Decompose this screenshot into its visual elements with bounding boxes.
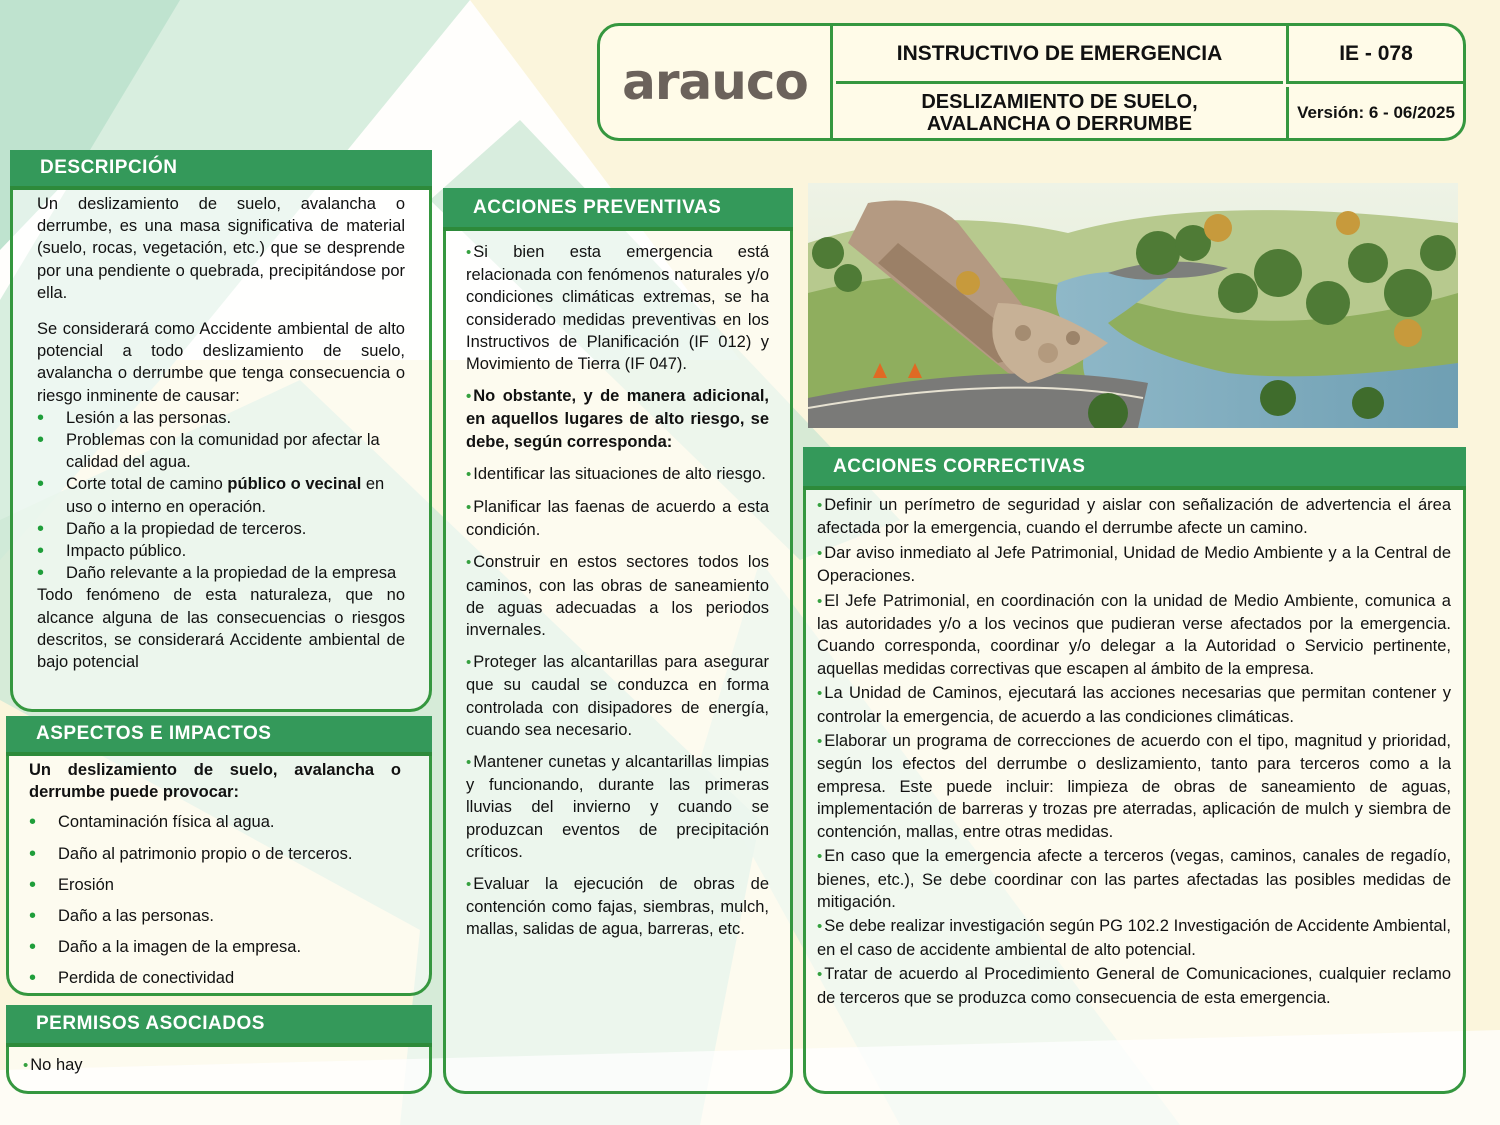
document-type: INSTRUCTIVO DE EMERGENCIA [836,26,1283,84]
document-version: Versión: 6 - 06/2025 [1286,87,1463,138]
permisos-title: PERMISOS ASOCIADOS [6,1005,432,1047]
descripcion-paragraph: Un deslizamiento de suelo, avalancha o derrumbe, es una masa significativa de material (suelo, rocas, vegetación, etc.) que se desprende por una pendiente o quebrada, precipitándose por ella. [37,195,405,302]
list-item: • Problemas con la comunidad por afectar la calidad del agua. [37,429,405,473]
aspectos-panel [6,716,432,996]
descripcion-paragraph: Se considerará como Accidente ambiental de alto potencial a todo deslizamiento de suelo, avalancha o derrumbe que tenga consecuencia o riesgo inminente de causar: [37,320,405,405]
preventivas-item: • Proteger las alcantarillas para asegurar que su caudal se conduzca en forma controlada con disipadores de energía, cuando sea necesario. [466,653,769,739]
preventivas-item: • Planificar las faenas de acuerdo a esta condición. [466,498,769,540]
descripcion-title: DESCRIPCIÓN [10,150,432,190]
landslide-illustration [808,183,1458,428]
document-title-line1: DESLIZAMIENTO DE SUELO, [921,90,1198,113]
correctivas-item: • Dar aviso inmediato al Jefe Patrimonial, Unidad de Medio Ambiente y a la Central de Operaciones. [817,543,1451,586]
document-title [836,87,1283,138]
correctivas-item: • Se debe realizar investigación según PG 102.2 Investigación de Accidente Ambiental, en el caso de accidente ambiental de alto potencial. [817,917,1451,959]
arauco-logo: arauco [622,53,808,111]
correctivas-panel [803,447,1466,1094]
list-item: • Impacto público. [37,540,405,562]
list-item: • Contaminación física al agua. [29,811,401,833]
aspectos-intro: Un deslizamiento de suelo, avalancha o derrumbe puede provocar: [29,761,401,802]
permisos-body [9,1054,429,1077]
preventivas-item: • Construir en estos sectores todos los caminos, con las obras de saneamiento de aguas adecuadas a los periodos invernales. [466,553,769,640]
descripcion-list [37,407,405,585]
preventivas-item: • Mantener cunetas y alcantarillas limpias y funcionando, durante las primeras lluvias del invierno y cuando se produzcan eventos de precipitación críticos. [466,753,769,861]
preventivas-item: • No obstante, y de manera adicional, en aquellos lugares de alto riesgo, se debe, según corresponda: [466,387,769,451]
list-item: • Corte total de camino público o vecinal en uso o interno en operación. [37,473,405,517]
list-item: • Daño a la imagen de la empresa. [29,936,401,958]
list-item: • Lesión a las personas. [37,407,405,429]
list-item: • Daño al patrimonio propio o de terceros. [29,843,401,865]
correctivas-item: • La Unidad de Caminos, ejecutará las acciones necesarias que permitan contener y controlar la emergencia, de acuerdo a las condiciones climáticas. [817,684,1451,726]
correctivas-item: • Definir un perímetro de seguridad y aislar con señalización de advertencia el área afectada por la emergencia, cuando el derrumbe afecte un camino. [817,496,1451,538]
correctivas-item: • Tratar de acuerdo al Procedimiento General de Comunicaciones, cualquier reclamo de terceros que se produzca como consecuencia de esta emergencia. [817,965,1451,1007]
descripcion-paragraph: Todo fenómeno de esta naturaleza, que no alcance alguna de las consecuencias o riesgos descritos, se considerará Accidente ambiental de bajo potencial [37,586,405,672]
logo-cell [600,26,833,138]
document-header [597,23,1466,141]
correctivas-title: ACCIONES CORRECTIVAS [803,447,1466,490]
correctivas-item: • El Jefe Patrimonial, en coordinación con la unidad de Medio Ambiente, comunica a las autoridades y/o a los vecinos que pudieran verse afectados por la emergencia. Cuando corresponda, coordinar y/o delegar a la Autoridad o Servicio pertinente, aquellas medidas correctivas que escapen al ámbito de la empresa. [817,591,1451,678]
list-item: • Erosión [29,874,401,896]
correctivas-item: • Elaborar un programa de correcciones de acuerdo con el tipo, magnitud y prioridad, según los efectos del derrumbe o deslizamiento, tanto para terceros como a la empresa. Este puede incluir: limpieza de obras de saneamiento de aguas, implementación de barreras y trozas pre aterradas, aplicación de mulch y siembra de contención, mallas, entre otras medidas. [817,732,1451,841]
list-item: • Daño a la propiedad de terceros. [37,518,405,540]
correctivas-body [806,494,1463,1009]
descripcion-panel [10,150,432,712]
preventivas-panel [443,188,793,1094]
permisos-item: • No hay [23,1056,83,1074]
preventivas-item: • Si bien esta emergencia está relacionada con fenómenos naturales y/o condiciones climáticas extremas, se ha considerado medidas preventivas en los Instructivos de Planificación (IF 012) y Movimiento de Tierra (IF 047). [466,243,769,374]
list-item: • Perdida de conectividad [29,967,401,989]
permisos-panel [6,1005,432,1094]
preventivas-title: ACCIONES PREVENTIVAS [443,188,793,231]
preventivas-body [446,241,790,951]
descripcion-body [13,193,429,673]
preventivas-item: • Identificar las situaciones de alto riesgo. [466,464,766,483]
document-title-line2: AVALANCHA O DERRUMBE [926,112,1193,135]
list-item: • Daño a las personas. [29,905,401,927]
correctivas-item: • En caso que la emergencia afecte a terceros (vegas, caminos, canales de regadío, bienes, etc.), Se debe coordinar con las partes afectadas las posibles medidas de mitigación. [817,847,1451,911]
aspectos-title: ASPECTOS E IMPACTOS [6,716,432,756]
aspectos-list [29,811,401,989]
aspectos-body [9,759,429,999]
list-item: • Daño relevante a la propiedad de la empresa [37,562,405,584]
preventivas-item: • Evaluar la ejecución de obras de contención como fajas, siembras, mulch, mallas, salidas de agua, barreras, etc. [466,875,769,939]
document-code: IE - 078 [1286,26,1463,84]
